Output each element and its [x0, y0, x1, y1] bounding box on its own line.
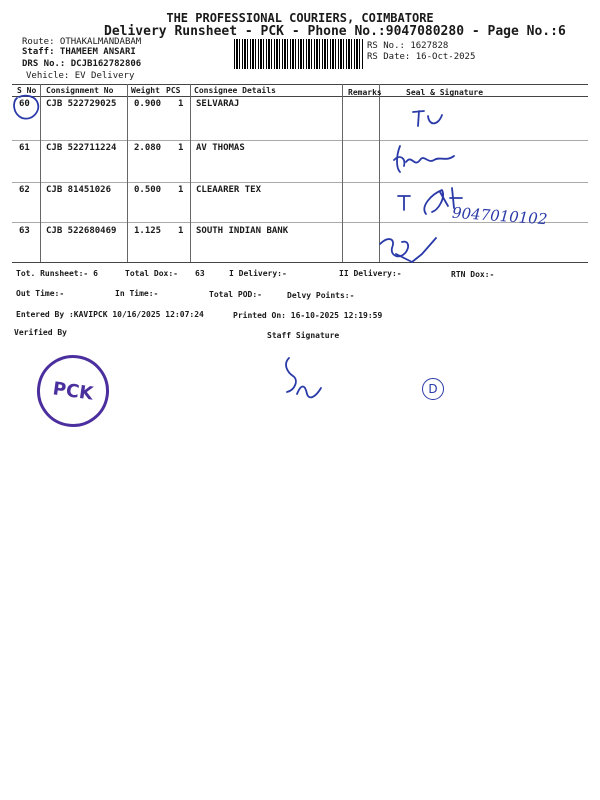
col-seal-signature: Seal & Signature	[406, 88, 484, 97]
row-weight: 1.125	[134, 226, 162, 236]
circled-mark: D	[422, 378, 444, 400]
row-pcs: 1	[178, 185, 184, 195]
rs-date: RS Date: 16-Oct-2025	[367, 52, 476, 62]
ii-delivery: II Delivery:-	[339, 269, 402, 278]
row-sno: 61	[19, 143, 30, 153]
rtn-dox: RTN Dox:-	[451, 270, 495, 279]
signature-row-61	[392, 142, 462, 176]
entered-by: Entered By :KAVIPCK 10/16/2025 12:07:24	[16, 310, 204, 319]
row-consignee: SELVARAJ	[196, 99, 240, 109]
row-consignment: CJB 522680469	[46, 226, 117, 236]
table-top-border	[12, 84, 588, 85]
company-title: THE PROFESSIONAL COURIERS, COIMBATORE	[166, 11, 434, 25]
row-weight: 0.900	[134, 99, 162, 109]
total-dox-value: 63	[195, 269, 205, 278]
col-sno: S No	[17, 86, 37, 95]
col-pcs: PCS	[166, 86, 181, 95]
handwritten-circle-mark	[10, 92, 44, 122]
row-weight: 0.500	[134, 185, 162, 195]
row-sno: 60	[19, 99, 30, 109]
col-remarks: Remarks	[348, 88, 382, 97]
row-pcs: 1	[178, 226, 184, 236]
col-weight: Weight	[131, 86, 160, 95]
route-label: Route: OTHAKALMANDABAM	[22, 37, 142, 47]
staff-signature-label: Staff Signature	[267, 331, 340, 340]
row-sno: 63	[19, 226, 30, 236]
signature-row-63	[376, 232, 456, 272]
row-consignee: SOUTH INDIAN BANK	[196, 226, 289, 236]
pck-stamp: PCK	[32, 350, 113, 431]
table-header-border	[12, 96, 588, 97]
handwritten-phone-number: 9047010102	[451, 203, 548, 229]
col-consignment: Consignment No	[46, 86, 114, 95]
row-consignee: AV THOMAS	[196, 143, 245, 153]
in-time: In Time:-	[115, 289, 159, 298]
runsheet-title: Delivery Runsheet - PCK - Phone No.:9047080280 - Page No.:6	[104, 24, 566, 39]
column-divider	[127, 84, 128, 262]
drs-label: DRS No.: DCJB162782806	[22, 59, 142, 69]
total-dox-label: Total Dox:-	[125, 269, 178, 278]
i-delivery: I Delivery:-	[229, 269, 287, 278]
row-consignment: CJB 522711224	[46, 143, 117, 153]
row-divider	[12, 182, 588, 183]
signature-row-60	[410, 106, 450, 132]
printed-on: Printed On: 16-10-2025 12:19:59	[233, 311, 383, 320]
row-consignee: CLEAARER TEX	[196, 185, 262, 195]
col-consignee: Consignee Details	[194, 86, 276, 95]
row-pcs: 1	[178, 99, 184, 109]
vehicle-label: Vehicle: EV Delivery	[26, 71, 135, 81]
tot-runsheet: Tot. Runsheet:- 6	[16, 269, 98, 278]
out-time: Out Time:-	[16, 289, 65, 298]
total-pod: Total POD:-	[209, 290, 262, 299]
row-weight: 2.080	[134, 143, 162, 153]
barcode-image	[234, 39, 364, 69]
column-divider	[190, 84, 191, 262]
table-bottom-border	[12, 262, 588, 263]
verified-by-label: Verified By	[14, 328, 67, 337]
row-consignment: CJB 522729025	[46, 99, 117, 109]
staff-label: Staff: THAMEEM ANSARI	[22, 47, 136, 57]
column-divider	[342, 84, 343, 262]
row-consignment: CJB 81451026	[46, 185, 112, 195]
rs-number: RS No.: 1627828	[367, 41, 449, 51]
delvy-points: Delvy Points:-	[287, 291, 355, 300]
row-pcs: 1	[178, 143, 184, 153]
row-sno: 62	[19, 185, 30, 195]
staff-signature-scribble	[275, 354, 335, 404]
row-divider	[12, 140, 588, 141]
